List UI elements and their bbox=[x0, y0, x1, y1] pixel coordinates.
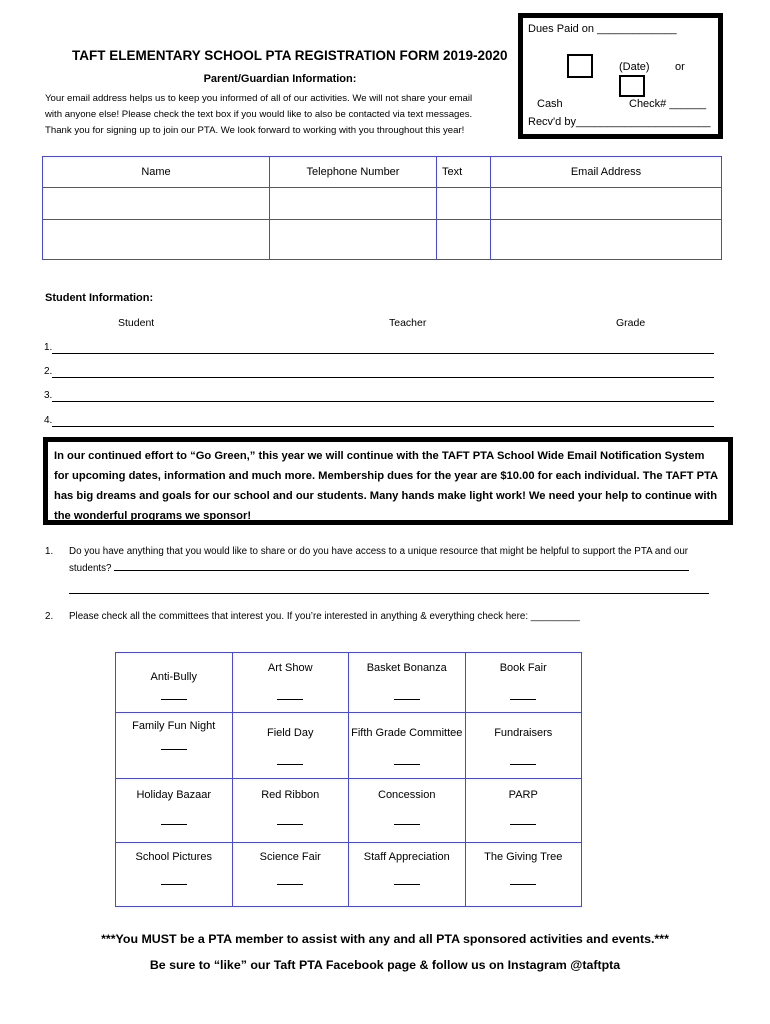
telephone-field-2[interactable] bbox=[270, 220, 437, 260]
parent-contact-table bbox=[42, 156, 722, 260]
intro-line-2: with anyone else! Please check the text box if you would like to also be contacted via text messages. bbox=[45, 109, 473, 120]
intro-line-1: Your email address helps us to keep you informed of all of our activities. We will not share your email bbox=[45, 93, 473, 104]
committee-label: Fundraisers bbox=[494, 727, 553, 739]
question-2 bbox=[45, 609, 715, 627]
student-line-3[interactable] bbox=[44, 390, 714, 404]
committee-label: The Giving Tree bbox=[484, 851, 563, 863]
student-line-number: 4. bbox=[44, 415, 53, 426]
email-field-1[interactable] bbox=[491, 188, 722, 220]
committee-label: Basket Bonanza bbox=[366, 662, 447, 674]
telephone-field-1[interactable] bbox=[270, 188, 437, 220]
committee-school-pictures[interactable] bbox=[116, 843, 233, 907]
committee-basket-bonanza[interactable] bbox=[349, 653, 466, 713]
committee-anti-bully[interactable] bbox=[116, 653, 233, 713]
check-number-label: Check# ______ bbox=[629, 98, 707, 110]
name-field-1[interactable] bbox=[43, 188, 270, 220]
student-line-4[interactable] bbox=[44, 415, 714, 429]
name-field-2[interactable] bbox=[43, 220, 270, 260]
or-label: or bbox=[675, 61, 685, 73]
student-line-number: 3. bbox=[44, 390, 53, 401]
committee-book-fair[interactable] bbox=[465, 653, 582, 713]
student-line-2[interactable] bbox=[44, 366, 714, 380]
question-2-text: Please check all the committees that interest you. If you’re interested in anything & everything check here: _________ bbox=[69, 611, 580, 622]
committee-parp[interactable] bbox=[465, 779, 582, 843]
committees-table bbox=[115, 652, 582, 907]
social-media-notice: Be sure to “like” our Taft PTA Facebook page & follow us on Instagram @taftpta bbox=[149, 958, 621, 972]
date-checkbox[interactable] bbox=[567, 54, 593, 78]
intro-text bbox=[45, 91, 525, 139]
committee-label: Book Fair bbox=[499, 662, 547, 674]
committee-label: Concession bbox=[378, 789, 436, 801]
text-checkbox-1[interactable] bbox=[437, 188, 491, 220]
dues-box bbox=[518, 13, 723, 139]
committee-label: Science Fair bbox=[259, 851, 321, 863]
committee-label: Field Day bbox=[267, 727, 314, 739]
cash-label: Cash bbox=[537, 98, 563, 110]
date-label: (Date) bbox=[619, 61, 650, 73]
cash-checkbox[interactable] bbox=[619, 75, 645, 97]
committee-label: Family Fun Night bbox=[132, 720, 216, 732]
col-name-header: Name bbox=[43, 157, 270, 188]
email-field-2[interactable] bbox=[491, 220, 722, 260]
received-by-label: Recv'd by______________________ bbox=[528, 116, 711, 128]
student-info-heading: Student Information: bbox=[45, 292, 154, 304]
intro-line-3: Thank you for signing up to join our PTA. We look forward to working with you throughout this year! bbox=[45, 125, 465, 136]
committee-holiday-bazaar[interactable] bbox=[116, 779, 233, 843]
committee-label: Art Show bbox=[267, 662, 313, 674]
col-telephone-header: Telephone Number bbox=[270, 157, 437, 188]
committee-family-fun-night[interactable] bbox=[116, 713, 233, 779]
question-1 bbox=[45, 544, 715, 614]
student-column-label: Student bbox=[118, 317, 155, 329]
committee-fundraisers[interactable] bbox=[465, 713, 582, 779]
question-1-answer-line[interactable] bbox=[114, 560, 689, 571]
committee-field-day[interactable] bbox=[232, 713, 349, 779]
col-text-header: Text bbox=[437, 157, 491, 188]
committee-label: PARP bbox=[508, 789, 538, 801]
committee-giving-tree[interactable] bbox=[465, 843, 582, 907]
page-title: TAFT ELEMENTARY SCHOOL PTA REGISTRATION FORM 2019-2020 bbox=[72, 48, 508, 63]
student-line-number: 2. bbox=[44, 366, 53, 377]
committee-red-ribbon[interactable] bbox=[232, 779, 349, 843]
go-green-notice: In our continued effort to “Go Green,” this year we will continue with the TAFT PTA School Wide Email Notification System for upcoming dates, information and much more. Membership dues for the year are $10.00 for each individual. The TAFT PTA has big dreams and goals for our school and our students. Many hands make light work! We need your help to continue with the wonderful programs we sponsor! bbox=[43, 437, 733, 525]
membership-notice: ***You MUST be a PTA member to assist with any and all PTA sponsored activities and events.*** bbox=[101, 932, 669, 946]
committee-staff-appreciation[interactable] bbox=[349, 843, 466, 907]
committee-fifth-grade[interactable] bbox=[349, 713, 466, 779]
text-checkbox-2[interactable] bbox=[437, 220, 491, 260]
committee-art-show[interactable] bbox=[232, 653, 349, 713]
committee-label: Anti-Bully bbox=[150, 671, 197, 683]
committee-label: Fifth Grade Committee bbox=[351, 727, 463, 739]
parent-info-heading: Parent/Guardian Information: bbox=[203, 73, 357, 85]
committee-label: School Pictures bbox=[135, 851, 212, 863]
col-email-header: Email Address bbox=[491, 157, 722, 188]
student-line-1[interactable] bbox=[44, 342, 714, 356]
teacher-column-label: Teacher bbox=[389, 317, 427, 329]
question-2-number: 2. bbox=[45, 611, 54, 622]
student-line-number: 1. bbox=[44, 342, 53, 353]
committee-label: Holiday Bazaar bbox=[136, 789, 212, 801]
committee-label: Staff Appreciation bbox=[363, 851, 450, 863]
committee-label: Red Ribbon bbox=[261, 789, 320, 801]
question-1-number: 1. bbox=[45, 546, 54, 557]
committee-concession[interactable] bbox=[349, 779, 466, 843]
question-1-text: Do you have anything that you would like to share or do you have access to a unique resource that might be helpful to support the PTA and our students? bbox=[69, 546, 689, 574]
committee-science-fair[interactable] bbox=[232, 843, 349, 907]
dues-paid-label: Dues Paid on _____________ bbox=[528, 23, 677, 35]
question-1-answer-line-2[interactable] bbox=[69, 593, 709, 594]
grade-column-label: Grade bbox=[616, 317, 646, 329]
